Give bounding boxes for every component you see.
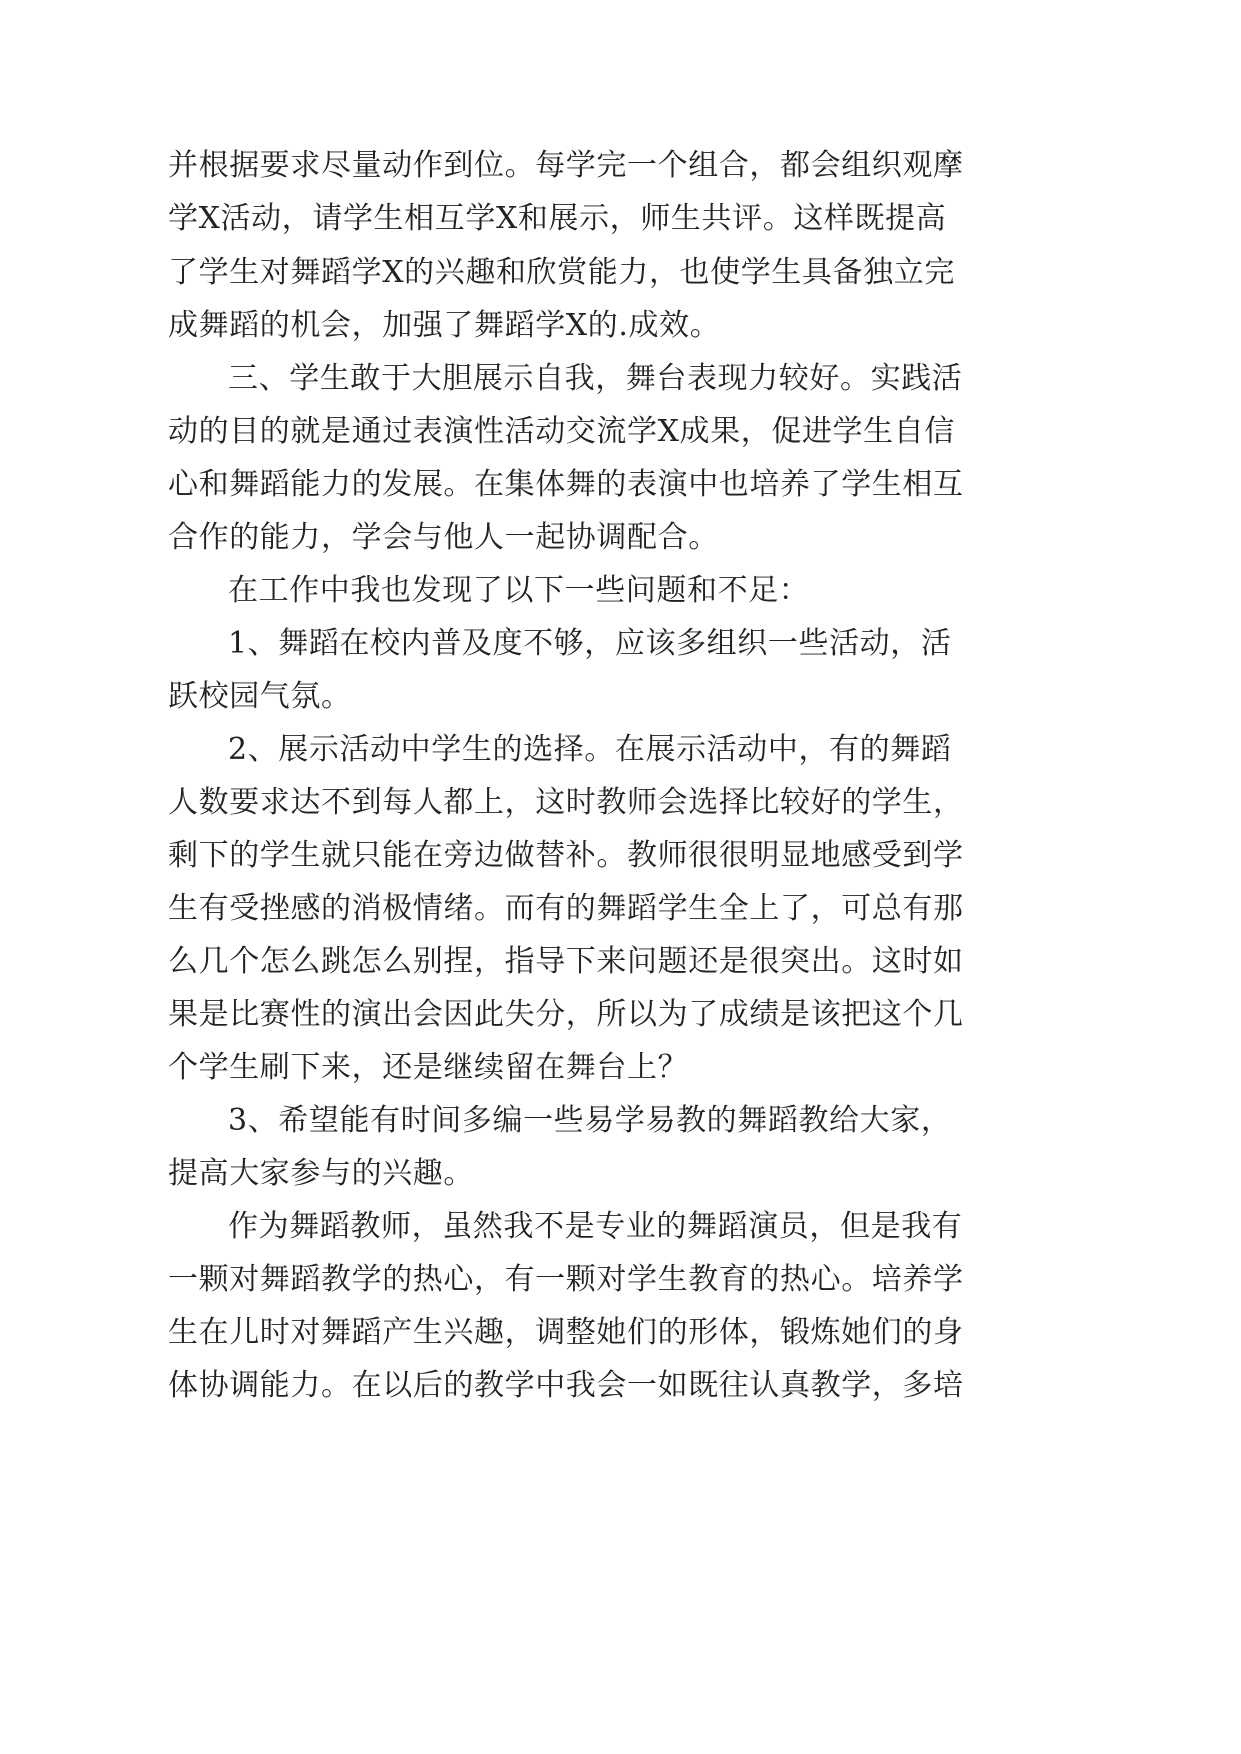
text-line-22: 一颗对舞蹈教学的热心，有一颗对学生教育的热心。培养学 xyxy=(168,1262,964,1297)
text-line-2: 学X活动，请学生相互学X和展示，师生共评。这样既提高 xyxy=(168,201,947,236)
text-line-12: 2、展示活动中学生的选择。在展示活动中，有的舞蹈 xyxy=(228,732,952,767)
text-line-19: 3、希望能有时间多编一些易学易教的舞蹈教给大家， xyxy=(228,1103,952,1138)
text-line-5: 三、学生敢于大胆展示自我，舞台表现力较好。实践活 xyxy=(228,361,963,396)
text-line-13: 人数要求达不到每人都上，这时教师会选择比较好的学生， xyxy=(168,785,964,820)
text-line-16: 么几个怎么跳怎么别捏，指导下来问题还是很突出。这时如 xyxy=(168,944,964,979)
text-line-9: 在工作中我也发现了以下一些问题和不足： xyxy=(228,573,810,608)
text-line-20: 提高大家参与的兴趣。 xyxy=(168,1156,474,1191)
text-line-18: 个学生刷下来，还是继续留在舞台上？ xyxy=(168,1050,689,1085)
text-line-23: 生在儿时对舞蹈产生兴趣，调整她们的形体，锻炼她们的身 xyxy=(168,1315,964,1350)
text-line-24: 体协调能力。在以后的教学中我会一如既往认真教学，多培 xyxy=(168,1368,964,1403)
text-line-15: 生有受挫感的消极情绪。而有的舞蹈学生全上了，可总有那 xyxy=(168,891,964,926)
text-line-3: 了学生对舞蹈学X的兴趣和欣赏能力，也使学生具备独立完 xyxy=(168,255,955,290)
text-line-21: 作为舞蹈教师，虽然我不是专业的舞蹈演员，但是我有 xyxy=(228,1209,963,1244)
text-line-8: 合作的能力，学会与他人一起协调配合。 xyxy=(168,520,719,555)
text-line-11: 跃校园气氛。 xyxy=(168,679,352,714)
text-line-17: 果是比赛性的演出会因此失分，所以为了成绩是该把这个几 xyxy=(168,997,964,1032)
text-line-4: 成舞蹈的机会，加强了舞蹈学X的.成效。 xyxy=(168,308,721,343)
text-line-7: 心和舞蹈能力的发展。在集体舞的表演中也培养了学生相互 xyxy=(168,467,964,502)
text-line-1: 并根据要求尽量动作到位。每学完一个组合，都会组织观摩 xyxy=(168,148,964,183)
text-line-14: 剩下的学生就只能在旁边做替补。教师很很明显地感受到学 xyxy=(168,838,964,873)
text-line-10: 1、舞蹈在校内普及度不够，应该多组织一些活动，活 xyxy=(228,626,952,661)
text-line-6: 动的目的就是通过表演性活动交流学X成果，促进学生自信 xyxy=(168,414,955,449)
